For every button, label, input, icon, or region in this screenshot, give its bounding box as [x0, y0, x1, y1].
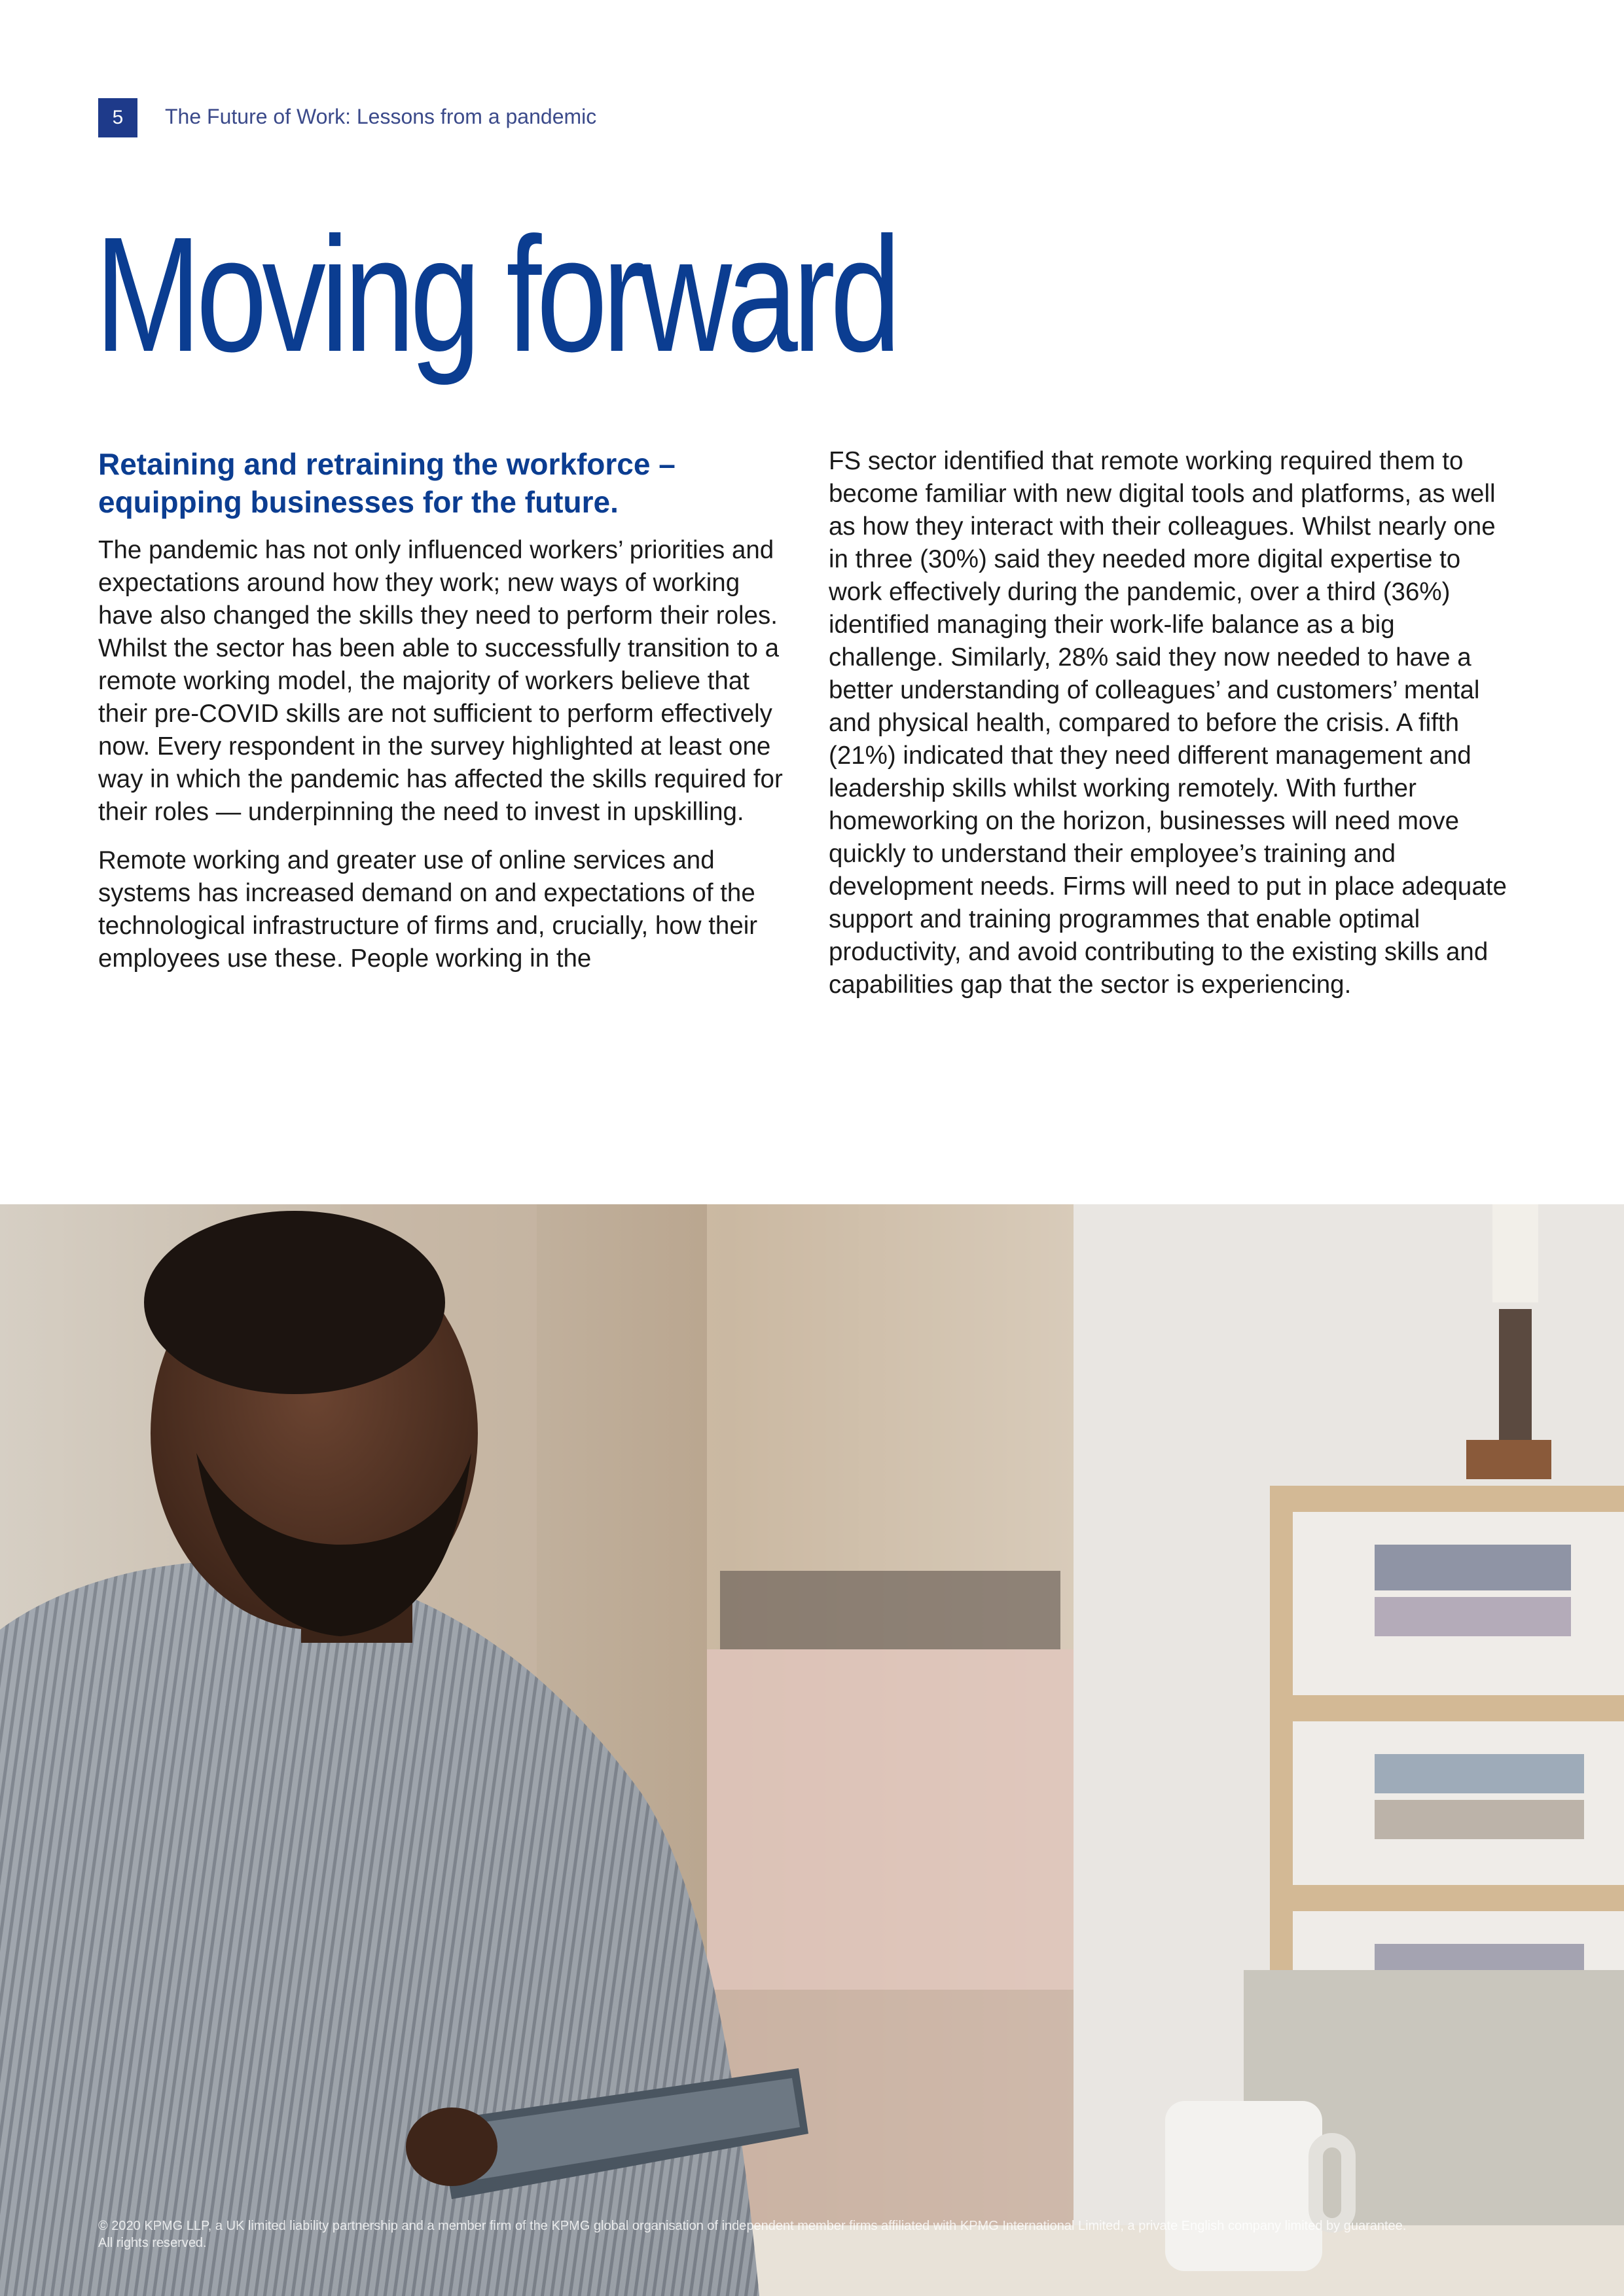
hero-photo: [0, 1204, 1624, 2296]
page-title: Moving forward: [95, 203, 896, 386]
copyright-line-2: All rights reserved.: [98, 2236, 207, 2250]
copyright-footer: [98, 2217, 1525, 2251]
subheading-line-1: Retaining and retraining the workforce –: [98, 447, 676, 481]
copyright-line-1: © 2020 KPMG LLP, a UK limited liability partnership and a member firm of the KPMG global organisation of independent member firms affiliated with KPMG International Limited, a private English company limited by guarantee.: [98, 2219, 1407, 2233]
right-column: [829, 445, 1516, 1017]
body-paragraph: FS sector identified that remote working required them to become familiar with new digital tools and platforms, as well as how they interact with their colleagues. Whilst nearly one in three (30%) said they needed more digital expertise to work effectively during the pandemic, over a third (36%) identified managing their work-life balance as a big challenge. Similarly, 28% said they now needed to have a better understanding of colleagues’ and customers’ mental and physical health, compared to before the crisis. A fifth (21%) indicated that they need different management and leadership skills whilst working remotely. With further homeworking on the horizon, businesses will need move quickly to understand their employee’s training and development needs. Firms will need to put in place adequate support and training programmes that enable optimal productivity, and avoid contributing to the existing skills and capabilities gap that the sector is experiencing.: [829, 447, 1507, 999]
body-paragraph: The pandemic has not only influenced workers’ priorities and expectations around how they work; new ways of working have also changed the skills they need to perform their roles. Whilst the sector has been able to successfully transition to a remote working model, the majority of workers believe that their pre-COVID skills are not sufficient to perform effectively now. Every respondent in the survey highlighted at least one way in which the pandemic has affected the skills required for their roles — underpinning the need to invest in upskilling.: [98, 536, 783, 826]
page-number-badge: 5: [98, 98, 137, 137]
body-paragraph: Remote working and greater use of online services and systems has increased demand on and expectations of the technological infrastructure of firms and, crucially, how their employees use these. People working in the: [98, 846, 758, 973]
left-column: [98, 445, 785, 991]
section-subheading: [98, 445, 785, 521]
running-header: The Future of Work: Lessons from a pandemic: [165, 105, 597, 128]
subheading-line-2: equipping businesses for the future.: [98, 485, 619, 519]
